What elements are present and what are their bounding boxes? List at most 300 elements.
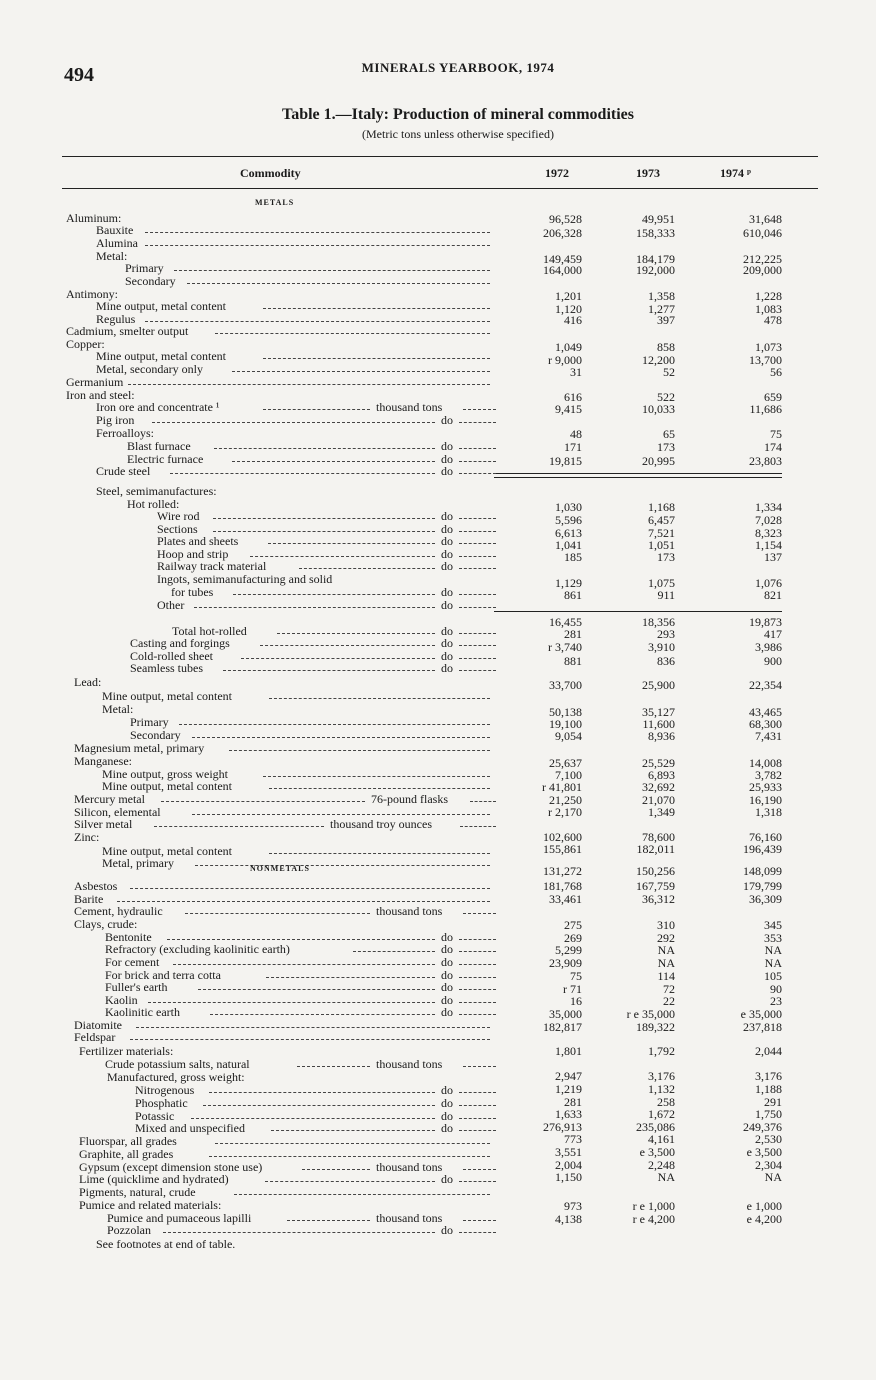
value-1972: 48 [570,427,582,441]
leader-dots [297,1058,370,1067]
value-1972: 25,637 [549,756,582,770]
leader-dots [463,1058,496,1067]
value-1972: 75 [570,969,582,983]
value-1974: 2,530 [755,1132,782,1146]
value-1974: 25,933 [749,780,782,794]
commodity-label: Silver metal [74,817,133,831]
value-1974: 56 [770,365,782,379]
value-1973: 173 [657,440,675,454]
leader-dots [192,729,490,738]
value-1972: 973 [564,1199,582,1213]
leader-dots [459,586,496,595]
value-1973: 836 [657,654,675,668]
commodity-label: Pozzolan [107,1223,151,1237]
unit-label: thousand tons [376,1160,443,1174]
value-1974: 196,439 [743,842,782,856]
value-1974: 2,304 [755,1158,782,1172]
leader-dots [268,535,435,544]
value-1973: 49,951 [642,212,675,226]
leader-dots [269,845,490,854]
commodity-label: Gypsum (except dimension stone use) [79,1160,263,1174]
unit-label: do [441,547,453,561]
leader-dots [353,943,435,952]
value-1973: 22 [663,994,675,1008]
unit-label: do [441,624,453,638]
commodity-label: Zinc: [74,830,100,844]
commodity-label: Diatomite [74,1018,122,1032]
leader-dots [179,716,490,725]
leader-dots [463,905,496,914]
unit-label: do [441,413,453,427]
commodity-label: Iron and steel: [66,388,135,402]
value-1974: 659 [764,390,782,404]
value-1974: 31,648 [749,212,782,226]
value-1974: 19,873 [749,615,782,629]
value-1974: 68,300 [749,717,782,731]
leader-dots [215,325,490,334]
value-1972: 9,054 [555,729,582,743]
value-1972: 861 [564,588,582,602]
commodity-label: Total hot-rolled [172,624,247,638]
header-1974: 1974 ᵖ [720,166,751,180]
value-1973: 52 [663,365,675,379]
value-1973: 6,457 [648,513,675,527]
commodity-label: Nitrogenous [135,1083,195,1097]
unit-label: do [441,1083,453,1097]
unit-label: do [441,1223,453,1237]
commodity-label: Feldspar [74,1030,116,1044]
leader-dots [271,1122,435,1131]
commodity-label: Pig iron [96,413,135,427]
value-1973: 78,600 [642,830,675,844]
value-1972: 31 [570,365,582,379]
commodity-label: Magnesium metal, primary [74,741,205,755]
commodity-label: Mine output, metal content [96,349,226,363]
unit-label: thousand tons [376,1057,443,1071]
leader-dots [130,1031,490,1040]
unit-label: do [441,930,453,944]
leader-dots [459,1122,496,1131]
value-1972: 881 [564,654,582,668]
leader-dots [187,275,490,284]
value-1973: 293 [657,627,675,641]
value-1973: 1,132 [648,1082,675,1096]
value-1973: NA [657,943,675,957]
value-1974: 22,354 [749,678,782,692]
value-1972: 2,947 [555,1069,582,1083]
value-1973: e 3,500 [639,1145,675,1159]
commodity-label: Metal: [96,249,128,263]
leader-dots [232,363,490,372]
commodity-label: Silicon, elemental [74,805,161,819]
unit-label: do [441,559,453,573]
value-1972: 182,817 [543,1020,582,1034]
value-1974: 23,803 [749,454,782,468]
leader-dots [265,1173,435,1182]
value-1972: 281 [564,1095,582,1109]
value-1973: 72 [663,982,675,996]
value-1974: 76,160 [749,830,782,844]
commodity-label: Phosphatic [135,1096,188,1110]
commodity-label: Hot rolled: [127,497,180,511]
leader-dots [459,548,496,557]
value-1972: 5,299 [555,943,582,957]
commodity-label: Barite [74,892,104,906]
value-1974: 90 [770,982,782,996]
commodity-label: Cement, hydraulic [74,904,163,918]
leader-dots [459,523,496,532]
leader-dots [459,1084,496,1093]
leader-dots [459,1173,496,1182]
value-1973: 397 [657,313,675,327]
value-1972: 164,000 [543,263,582,277]
value-1972: 6,613 [555,526,582,540]
value-1973: 3,910 [648,640,675,654]
commodity-label: Fuller's earth [105,980,168,994]
value-1973: 1,051 [648,538,675,552]
section-heading: METALS [255,198,295,207]
unit-label: do [441,522,453,536]
value-1972: 616 [564,390,582,404]
commodity-label: Regulus [96,312,136,326]
value-1972: r 71 [563,982,582,996]
value-1973: 1,277 [648,302,675,316]
commodity-label: Mine output, metal content [102,844,232,858]
value-1972: r 2,170 [548,805,582,819]
commodity-label: Bauxite [96,223,134,237]
leader-dots [209,1084,435,1093]
value-1972: 102,600 [543,830,582,844]
leader-dots [459,510,496,519]
value-1974: 237,818 [743,1020,782,1034]
value-1972: 1,041 [555,538,582,552]
leader-dots [459,599,496,608]
commodity-label: Cold-rolled sheet [130,649,213,663]
leader-dots [263,350,490,359]
value-1972: 2,004 [555,1158,582,1172]
value-1974: 137 [764,550,782,564]
commodity-label: Antimony: [66,287,119,301]
value-1974: NA [764,956,782,970]
commodity-label: Lime (quicklime and hydrated) [79,1172,229,1186]
header-commodity: Commodity [240,166,301,180]
unit-label: do [441,942,453,956]
value-1973: 1,358 [648,289,675,303]
value-1972: 33,461 [549,892,582,906]
commodity-label: Other [157,598,185,612]
leader-dots [459,637,496,646]
value-1974: 1,083 [755,302,782,316]
value-1972: 16 [570,994,582,1008]
leader-dots [233,586,435,595]
value-1972: 1,120 [555,302,582,316]
unit-label: do [441,968,453,982]
value-1973: 25,900 [642,678,675,692]
leader-dots [209,1148,490,1157]
value-1973: 167,759 [636,879,675,893]
value-1972: 171 [564,440,582,454]
leader-dots [459,1224,496,1233]
value-1973: 911 [657,588,675,602]
value-1973: 258 [657,1095,675,1109]
value-1974: 1,750 [755,1107,782,1121]
leader-dots [163,1224,435,1233]
value-1974: 417 [764,627,782,641]
leader-dots [223,662,435,671]
commodity-label: Bentonite [105,930,152,944]
value-1974: 1,154 [755,538,782,552]
unit-label: do [441,636,453,650]
value-1974: 14,008 [749,756,782,770]
leader-dots [459,981,496,990]
leader-dots [161,793,365,802]
commodity-label: Manganese: [74,754,132,768]
value-1974: 8,323 [755,526,782,540]
value-1973: 192,000 [636,263,675,277]
value-1972: 155,861 [543,842,582,856]
leader-dots [232,453,435,462]
value-1972: 149,459 [543,252,582,266]
value-1972: 276,913 [543,1120,582,1134]
leader-dots [136,1019,490,1028]
leader-dots [128,376,490,385]
commodity-label: Graphite, all grades [79,1147,174,1161]
value-1973: NA [657,1170,675,1184]
unit-label: do [441,585,453,599]
value-1974: 3,782 [755,768,782,782]
leader-dots [241,650,435,659]
commodity-label: Plates and sheets [157,534,239,548]
commodity-label: Mine output, gross weight [102,767,228,781]
leader-dots [459,625,496,634]
leader-dots [214,440,435,449]
commodity-label: Ferroalloys: [96,426,154,440]
value-1972: 1,201 [555,289,582,303]
unit-label: do [441,955,453,969]
value-1972: 1,150 [555,1170,582,1184]
leader-dots [174,262,490,271]
value-1973: 1,168 [648,500,675,514]
value-1973: 1,075 [648,576,675,590]
leader-dots [213,510,435,519]
value-1974: 105 [764,969,782,983]
leader-dots [459,560,496,569]
value-1972: 19,815 [549,454,582,468]
commodity-label: Steel, semimanufactures: [96,484,217,498]
unit-label: do [441,598,453,612]
leader-dots [229,742,490,751]
value-1972: 3,551 [555,1145,582,1159]
unit-label: do [441,1005,453,1019]
value-1972: 275 [564,918,582,932]
value-1973: 36,312 [642,892,675,906]
unit-label: do [441,993,453,1007]
value-1972: r 9,000 [548,353,582,367]
value-1973: 12,200 [642,353,675,367]
value-1973: 858 [657,340,675,354]
commodity-label: Primary [130,715,169,729]
leader-dots [459,465,496,474]
header-1973: 1973 [636,166,660,180]
value-1973: 21,070 [642,793,675,807]
commodity-label: Manufactured, gross weight: [107,1070,245,1084]
value-1973: 7,521 [648,526,675,540]
unit-label: do [441,439,453,453]
leader-dots [460,818,496,827]
leader-dots [215,1135,490,1144]
table-subtitle: (Metric tons unless otherwise specified) [362,127,554,141]
value-1972: 1,049 [555,340,582,354]
value-1974: 13,700 [749,353,782,367]
leader-dots [459,440,496,449]
value-1973: 8,936 [648,729,675,743]
commodity-label: Wire rod [157,509,200,523]
commodity-label: Ingots, semimanufacturing and solid [157,572,333,586]
commodity-label: Refractory (excluding kaolinitic earth) [105,942,290,956]
value-1974: e 1,000 [746,1199,782,1213]
value-1974: e 4,200 [746,1212,782,1226]
value-1974: 3,986 [755,640,782,654]
value-1974: 16,190 [749,793,782,807]
value-1974: 1,334 [755,500,782,514]
value-1972: 7,100 [555,768,582,782]
leader-dots [463,1161,496,1170]
value-1974: 1,188 [755,1082,782,1096]
leader-dots [185,905,370,914]
commodity-label: for tubes [171,585,214,599]
value-1974: 1,228 [755,289,782,303]
commodity-label: Kaolin [105,993,138,1007]
value-1974: 345 [764,918,782,932]
value-1973: r e 4,200 [632,1212,675,1226]
leader-dots [148,994,435,1003]
leader-dots [167,931,435,940]
leader-dots [170,465,435,474]
commodity-label: Mine output, metal content [102,689,232,703]
value-1974: 1,318 [755,805,782,819]
value-1972: 773 [564,1132,582,1146]
leader-dots [210,1006,435,1015]
leader-dots [191,1110,435,1119]
value-1974: 36,309 [749,892,782,906]
value-1973: 184,179 [636,252,675,266]
commodity-label: Mixed and unspecified [135,1121,245,1135]
value-1972: r 3,740 [548,640,582,654]
commodity-label: Potassic [135,1109,175,1123]
value-1974: 209,000 [743,263,782,277]
value-1973: 4,161 [648,1132,675,1146]
commodity-label: Kaolinitic earth [105,1005,180,1019]
commodity-label: Secondary [130,728,181,742]
value-1973: 173 [657,550,675,564]
commodity-label: Pumice and pumaceous lapilli [107,1211,252,1225]
commodity-label: Electric furnace [127,452,204,466]
value-1974: 353 [764,931,782,945]
leader-dots [198,981,435,990]
value-1972: 16,455 [549,615,582,629]
commodity-label: Metal: [102,702,134,716]
commodity-label: For cement [105,955,160,969]
leader-dots [145,313,490,322]
value-1974: 148,099 [743,864,782,878]
commodity-label: Mercury metal [74,792,145,806]
commodity-label: Cadmium, smelter output [66,324,189,338]
value-1972: 269 [564,931,582,945]
leader-dots [213,523,435,532]
page-number: 494 [64,64,94,86]
value-1973: 235,086 [636,1120,675,1134]
value-1974: 3,176 [755,1069,782,1083]
leader-dots [269,690,490,699]
leader-dots [459,414,496,423]
commodity-label: Sections [157,522,198,536]
leader-dots [194,599,435,608]
value-1972: 21,250 [549,793,582,807]
value-1972: 23,909 [549,956,582,970]
leader-dots [269,780,490,789]
value-1973: 2,248 [648,1158,675,1172]
value-1973: 3,176 [648,1069,675,1083]
value-1972: 19,100 [549,717,582,731]
leader-dots [459,535,496,544]
commodity-label: Mine output, metal content [96,299,226,313]
value-1973: 10,033 [642,402,675,416]
value-1973: 310 [657,918,675,932]
value-1973: 20,995 [642,454,675,468]
value-1972: 1,030 [555,500,582,514]
value-1974: 1,073 [755,340,782,354]
value-1973: NA [657,956,675,970]
commodity-label: Seamless tubes [130,661,203,675]
value-1973: 1,672 [648,1107,675,1121]
value-1973: 182,011 [636,842,675,856]
leader-dots [203,1097,435,1106]
unit-label: do [441,509,453,523]
value-1972: 5,596 [555,513,582,527]
value-1972: 185 [564,550,582,564]
leader-dots [459,994,496,1003]
unit-label: thousand troy ounces [330,817,432,831]
value-1974: e 3,500 [746,1145,782,1159]
commodity-label: Hoop and strip [157,547,229,561]
unit-label: do [441,1172,453,1186]
leader-dots [459,662,496,671]
value-1973: 150,256 [636,864,675,878]
value-1973: 522 [657,390,675,404]
leader-dots [459,1097,496,1106]
leader-dots [459,956,496,965]
leader-dots [250,548,435,557]
value-1972: 1,633 [555,1107,582,1121]
value-1972: 50,138 [549,705,582,719]
value-1974: 174 [764,440,782,454]
value-1974: 75 [770,427,782,441]
value-1972: 131,272 [543,864,582,878]
table-title: Table 1.—Italy: Production of mineral commodities [282,106,634,123]
value-1974: 212,225 [743,252,782,266]
commodity-label: Crude steel [96,464,151,478]
commodity-label: Lead: [74,675,102,689]
value-1974: 2,044 [755,1044,782,1058]
commodity-label: Pigments, natural, crude [79,1185,196,1199]
value-1974: NA [764,1170,782,1184]
commodity-label: Aluminum: [66,211,122,225]
commodity-label: Railway track material [157,559,267,573]
value-1972: 1,129 [555,576,582,590]
value-1972: 416 [564,313,582,327]
commodity-label: Secondary [125,274,176,288]
commodity-label: Copper: [66,337,105,351]
